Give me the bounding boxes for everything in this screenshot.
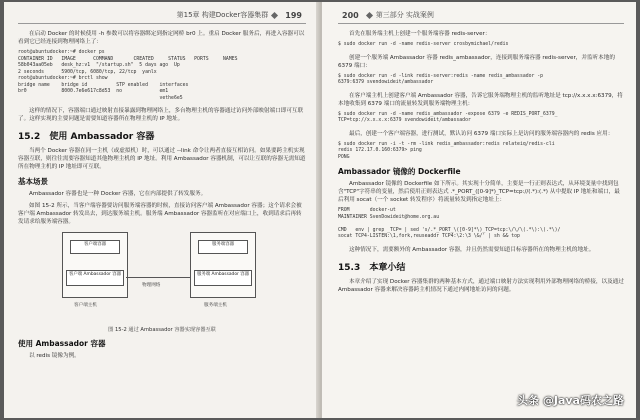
paragraph: 这样的情况下，容器端口通过映射直接暴露到物理网络上，多台物理主机的容器通过访问外部映射端口即可互联了。这样实现的主要问题是需要知道容器所在物理主机的 IP 地址。 bbox=[18, 108, 304, 122]
paragraph: 首先在服务端主机上创建一个服务端容器 redis-server： bbox=[349, 31, 491, 37]
diamond-icon bbox=[271, 11, 278, 18]
code-block: $ sudo docker run -d -name redis-server crosbymichael/redis bbox=[338, 42, 509, 47]
paragraph: 以 redis 镜像为例。 bbox=[29, 353, 80, 359]
paragraph: 在启动 Docker 的时候使用 -h 参数可以将容器绑定到指定网桥 br0 上。重启 Docker 服务后，再进入容器可以看到它已经连接到物理网络上了： bbox=[18, 31, 305, 45]
page-number: 200 bbox=[342, 10, 359, 20]
section-title: 使用 Ambassador 容器 bbox=[49, 132, 155, 142]
server-host-label: 服务端主机 bbox=[204, 303, 227, 308]
book-spread bbox=[4, 2, 636, 418]
network-label: 物理网络 bbox=[142, 283, 161, 288]
page-number: 199 bbox=[285, 10, 302, 20]
right-page-header bbox=[338, 10, 624, 24]
paragraph: 如图 15-2 所示，当客户端容器要访问服务端容器的时候，直接访问客户端 Ambassador 容器；这个请求会被客户端 Ambassador 转发出去，到达服务端主机。服务端 Ambassador 容器监听在对应端口上，收到请求后再转发请求给服务端容器。 bbox=[18, 203, 302, 225]
figure-caption: 图 15-2 通过 Ambassador 容器实现容器互联 bbox=[108, 327, 216, 333]
right-page bbox=[322, 2, 636, 418]
server-ambassador-box: 服务端 Ambassador 容器 bbox=[194, 270, 252, 286]
left-page bbox=[4, 2, 320, 418]
subsection-heading: 使用 Ambassador 容器 bbox=[18, 339, 106, 348]
chapter-title: 第15章 构建Docker容器集群 bbox=[176, 11, 269, 19]
watermark: 头条 @Java码农之路 bbox=[517, 394, 624, 407]
paragraph: 本章介绍了实现 Docker 容器集群的两种基本方式，通过端口映射方法实现利用外部物理网络的桥接，以及通过 Ambassador 容器来解决容器跨主机情况下通过内网地址访问的问题。 bbox=[338, 278, 624, 293]
paragraph: 创建一个服务端 Ambassador 容器 redis_ambassador，连接到服务端容器 redis-server，并监听本地的 6379 端口： bbox=[338, 54, 615, 69]
diamond-icon bbox=[366, 11, 373, 18]
subsection-heading: Ambassador 镜像的 Dockerfile bbox=[338, 167, 461, 176]
paragraph: Ambassador 镜像的 Dockerfile 如下所示。其实现十分简单，主要是一行正则表达式，从环境变量中找到包含"TCP"字符串的变量，然后使用正则表达式 .*_PORT_([0-9]*)_TCP=tcp://(.*):(.*) 从中提取 IP 地址和端口，最后利用 socat（一个 socket 转发程序）将流量转发到指定地址上： bbox=[338, 181, 620, 203]
code-block: $ sudo docker run -d -link redis-server:redis -name redis_ambassador -p 6379:6379 svendowideit/ambassador bbox=[338, 73, 544, 85]
paragraph: 在客户端主机上创建客户端 Ambassador 容器，告诉它服务端物理主机的监听地址是 tcp://x.x.x.x:6379，将本地收集到 6379 端口的流量转发到服务端物理主机： bbox=[338, 92, 623, 107]
server-container-box: 服务端容器 bbox=[198, 240, 248, 254]
code-block: root@ubuntudocker:~# docker ps CONTAINER ID IMAGE COMMAND CREATED STATUS PORTS NAMES 58b043aa05eb desk_hz:v1 "/startup.sh" 5 days ago Up 2 seconds 5900/tcp, 6080/tcp, 22/tcp yanlx root@ubuntudocker:~# brctl show bridge name bridge id STP enabled interfaces br0 8000.7e6e617c8d53 no em1 vethe6e5 bbox=[18, 50, 238, 101]
section-number: 15.2 bbox=[18, 132, 41, 142]
code-block: $ sudo docker run -i -t -rm -link redis_ambassador:redis relateiq/redis-cli redis 172.17.0.160:6379> ping PONG bbox=[338, 141, 555, 160]
left-page-header bbox=[18, 10, 306, 24]
section-heading bbox=[338, 260, 624, 273]
paragraph: 这种情况下，需要额外的 Ambassador 容器，并且仍然需要知道目标容器所在的物理主机的地址。 bbox=[349, 246, 595, 253]
section-heading bbox=[18, 129, 306, 142]
code-block: FROM docker-ut MAINTAINER SvenDowideit@home.org.au CMD env | grep _TCP= | sed 's/.*_PORT_\([0-9]*\)_TCP=tcp:\/\/\(.*\):\(.*\)/ socat TCP4-LISTEN:\1,fork,reuseaddr TCP4:\2:\3 \&/' | sh && top bbox=[338, 208, 561, 239]
code-block: $ sudo docker run -d -name redis_ambassador -expose 6379 -e REDIS_PORT_6379_ TCP=tcp://x.x.x.x:6379 svendowideit/ambassador bbox=[338, 111, 558, 123]
figure-diagram bbox=[62, 230, 262, 322]
paragraph: 最后，创建一个客户端容器，进行测试，默认访问 6379 端口实际上是访问的服务端容器内的 redis 应用： bbox=[349, 130, 614, 137]
subsection-heading: 基本场景 bbox=[18, 177, 48, 186]
network-link bbox=[126, 277, 190, 278]
section-number: 15.3 bbox=[338, 262, 361, 273]
paragraph: 当两个 Docker 容器在同一主机（或虚拟机）时，可以通过 --link 命令让两者直接互相访问。如果要跨主机实现容器互联，则往往需要容器知道其他物理主机的 IP 地址。利用 Ambassador 容器机制，可以让互联的容器无需知道所在物理主机的 IP 地址即可互联。 bbox=[18, 148, 306, 170]
paragraph: Ambassador 容器也是一种 Docker 容器，它在内部提供了转发服务。 bbox=[29, 191, 207, 197]
client-container-box: 客户端容器 bbox=[70, 240, 120, 254]
part-title: 第三部分 实战案例 bbox=[375, 11, 434, 19]
client-ambassador-box: 客户端 Ambassador 容器 bbox=[66, 270, 124, 286]
section-title: 本章小结 bbox=[369, 262, 406, 273]
client-host-label: 客户端主机 bbox=[74, 303, 97, 308]
